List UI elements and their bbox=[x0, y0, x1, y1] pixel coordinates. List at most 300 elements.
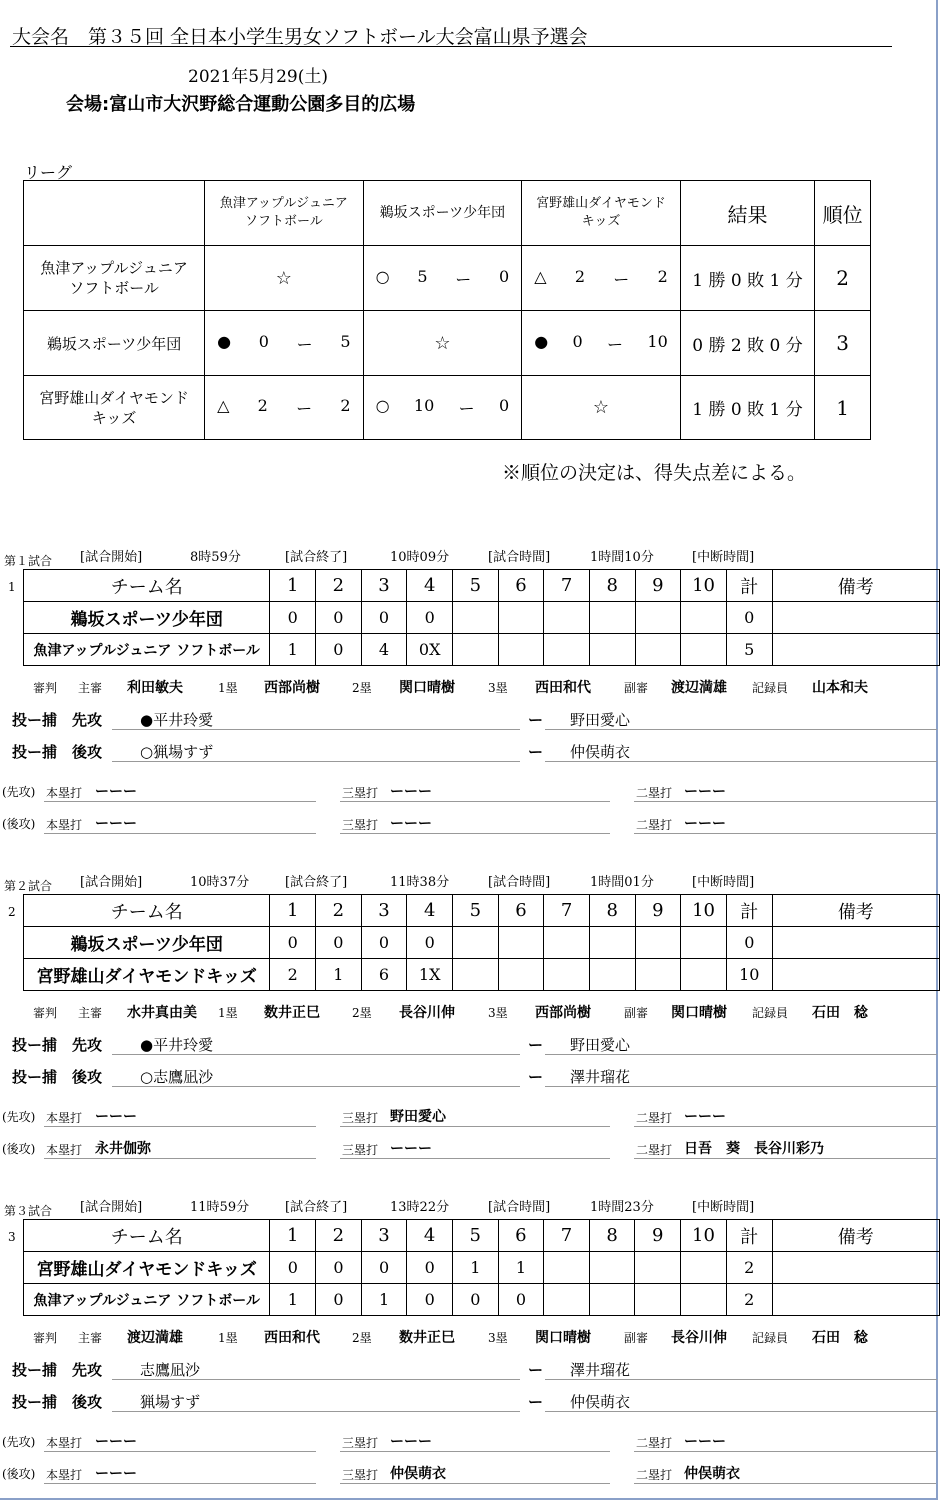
team-score-row bbox=[24, 634, 940, 666]
league-cell-score-b: 10 bbox=[647, 331, 668, 351]
pitcher-name: ○猟場すず bbox=[140, 743, 214, 761]
total-score: 10 bbox=[726, 959, 772, 991]
game-number: 3 bbox=[8, 1230, 16, 1244]
double-underline bbox=[634, 1158, 936, 1159]
inning-score bbox=[681, 634, 727, 666]
hr-underline bbox=[44, 1483, 316, 1484]
triple-label: 三塁打 bbox=[342, 786, 379, 800]
end-time: 11時38分 bbox=[390, 875, 450, 890]
inning-header: 9 bbox=[635, 570, 681, 602]
battery-side: 先攻 bbox=[72, 1036, 103, 1054]
pitcher-name: ●平井玲愛 bbox=[140, 1036, 214, 1054]
doubles bbox=[684, 781, 726, 801]
inning-score: 1 bbox=[452, 1252, 498, 1284]
inning-score: 1 bbox=[270, 634, 316, 666]
home-runs bbox=[95, 1463, 137, 1483]
home-runs bbox=[95, 1106, 137, 1126]
inning-header: 6 bbox=[498, 1220, 544, 1252]
triple-underline bbox=[340, 1451, 610, 1452]
hr-label: 本塁打 bbox=[46, 818, 83, 832]
b1-label: 1塁 bbox=[218, 681, 238, 695]
inning-header: 7 bbox=[544, 1220, 590, 1252]
battery-label: 投ー捕 bbox=[12, 711, 58, 729]
b1-umpire-name: 数井正巳 bbox=[264, 1005, 320, 1021]
sub-label: 副審 bbox=[624, 1006, 649, 1020]
inning-score: 0 bbox=[407, 602, 453, 634]
b2-umpire bbox=[399, 1002, 455, 1022]
b3-umpire-name: 関口晴樹 bbox=[535, 1330, 591, 1346]
hr-underline bbox=[44, 833, 316, 834]
league-col-header bbox=[522, 181, 681, 246]
inning-score bbox=[498, 959, 544, 991]
battery-dash: ー bbox=[528, 743, 544, 761]
triples-value: ーーー bbox=[390, 1434, 432, 1450]
team-name: 宮野雄山ダイヤモンドキッズ bbox=[24, 1252, 270, 1284]
catcher-underline bbox=[545, 729, 937, 730]
chief-umpire-name: 水井真由美 bbox=[127, 1005, 197, 1021]
home-runs-value: 永井伽弥 bbox=[95, 1141, 151, 1157]
remarks-header: 備考 bbox=[772, 895, 939, 927]
duration-time: 1時間10分 bbox=[590, 550, 654, 565]
catcher-underline bbox=[545, 1086, 937, 1087]
league-cell-mark: ● bbox=[534, 331, 549, 351]
team-score-row bbox=[24, 602, 940, 634]
remarks-header: 備考 bbox=[772, 570, 939, 602]
team-score-row bbox=[24, 959, 940, 991]
inning-header: 1 bbox=[270, 895, 316, 927]
doubles-value: ーーー bbox=[684, 1109, 726, 1125]
league-row-team: 魚津アップルジュニア ソフトボール bbox=[24, 246, 205, 311]
league-cell-score-b: 0 bbox=[498, 396, 510, 415]
hits-side-label: (先攻) bbox=[2, 1110, 36, 1124]
b2-label: 2塁 bbox=[352, 1006, 372, 1020]
triple-underline bbox=[340, 1483, 610, 1484]
league-result: 1 勝 0 敗 1 分 bbox=[680, 246, 814, 311]
hr-underline bbox=[44, 1158, 316, 1159]
chief-label: 主審 bbox=[78, 1006, 103, 1020]
remarks-header: 備考 bbox=[772, 1220, 939, 1252]
event-date: 2021年5月29(土) bbox=[188, 67, 328, 87]
title-underline bbox=[10, 46, 892, 47]
catcher-name: 野田愛心 bbox=[570, 711, 631, 729]
league-col-header-text: 鵜坂スポーツ少年団 bbox=[379, 205, 506, 221]
inning-header: 7 bbox=[544, 570, 590, 602]
catcher-name: 澤井瑠花 bbox=[570, 1361, 631, 1379]
b2-umpire-name: 関口晴樹 bbox=[399, 680, 455, 696]
b1-umpire bbox=[264, 677, 320, 697]
home-runs-value: ーーー bbox=[95, 1466, 137, 1482]
inning-score: 0 bbox=[407, 1252, 453, 1284]
triples bbox=[390, 1431, 432, 1451]
inning-score bbox=[589, 927, 635, 959]
triple-underline bbox=[340, 801, 610, 802]
inning-header: 9 bbox=[635, 1220, 681, 1252]
pitcher-name: 志鷹凪沙 bbox=[140, 1361, 201, 1379]
league-row bbox=[24, 311, 871, 376]
triple-underline bbox=[340, 1158, 610, 1159]
interrupt-label: [中断時間] bbox=[692, 875, 755, 890]
hr-label: 本塁打 bbox=[46, 1143, 83, 1157]
double-label: 二塁打 bbox=[636, 1436, 673, 1450]
catcher-underline bbox=[545, 761, 937, 762]
inning-score bbox=[453, 927, 499, 959]
inning-header: 4 bbox=[407, 1220, 453, 1252]
league-cell-mark: △ bbox=[534, 266, 547, 286]
start-label: [試合開始] bbox=[80, 550, 143, 565]
score-table bbox=[23, 1219, 940, 1316]
inning-score bbox=[681, 1284, 727, 1316]
triples bbox=[390, 781, 432, 801]
team-name: 宮野雄山ダイヤモンドキッズ bbox=[24, 959, 270, 991]
hr-underline bbox=[44, 801, 316, 802]
double-label: 二塁打 bbox=[636, 1111, 673, 1125]
inning-header: 1 bbox=[270, 570, 316, 602]
inning-score: 0 bbox=[270, 602, 316, 634]
pitcher-underline bbox=[112, 1379, 520, 1380]
team-name: 魚津アップルジュニア ソフトボール bbox=[24, 1284, 270, 1316]
team-name: 鵜坂スポーツ少年団 bbox=[24, 927, 270, 959]
battery-label: 投ー捕 bbox=[12, 1068, 58, 1086]
inning-score: 0 bbox=[316, 1284, 362, 1316]
triple-underline bbox=[340, 1126, 610, 1127]
league-cell: ○ 5 ー 0 bbox=[363, 246, 522, 311]
home-runs bbox=[95, 1431, 137, 1451]
inning-score: 1 bbox=[270, 1284, 316, 1316]
pitcher-name: 猟場すず bbox=[140, 1393, 201, 1411]
league-cell-mark: ☆ bbox=[434, 332, 451, 354]
b2-label: 2塁 bbox=[352, 681, 372, 695]
battery-label: 投ー捕 bbox=[12, 1393, 58, 1411]
sub-label: 副審 bbox=[624, 681, 649, 695]
team-name: 魚津アップルジュニア ソフトボール bbox=[24, 634, 270, 666]
inning-score: 0 bbox=[316, 927, 362, 959]
inning-header: 8 bbox=[589, 895, 635, 927]
league-cell bbox=[205, 246, 364, 311]
doubles-value: ーーー bbox=[684, 784, 726, 800]
triple-underline bbox=[340, 833, 610, 834]
sub-umpire-name: 長谷川伸 bbox=[671, 1330, 727, 1346]
inning-score: 0 bbox=[361, 1252, 407, 1284]
doubles bbox=[684, 813, 726, 833]
inning-score bbox=[635, 959, 681, 991]
rec-label: 記録員 bbox=[752, 1006, 789, 1020]
game-number: 2 bbox=[8, 905, 16, 919]
inning-header: 3 bbox=[361, 895, 407, 927]
recorder-name: 石田 稔 bbox=[812, 1005, 868, 1021]
inning-header: 2 bbox=[316, 895, 362, 927]
league-cell-mark: ○ bbox=[375, 396, 390, 415]
league-result: 0 勝 2 敗 0 分 bbox=[680, 311, 814, 376]
triples bbox=[390, 1106, 446, 1126]
ump-label: 審判 bbox=[33, 1006, 58, 1020]
league-row bbox=[24, 376, 871, 440]
inning-score bbox=[498, 602, 544, 634]
inning-header: 10 bbox=[681, 895, 727, 927]
inning-score: 1 bbox=[498, 1252, 544, 1284]
league-col-header-text: 魚津アップルジュニア ソフトボール bbox=[219, 196, 348, 229]
end-label: [試合終了] bbox=[285, 550, 348, 565]
inning-header: 6 bbox=[498, 895, 544, 927]
game-label: 第２試合 bbox=[4, 879, 53, 893]
hr-underline bbox=[44, 1126, 316, 1127]
battery-dash: ー bbox=[528, 1393, 544, 1411]
end-label: [試合終了] bbox=[285, 1200, 348, 1215]
inning-score: 0 bbox=[407, 927, 453, 959]
league-cell-score-a: 0 bbox=[572, 331, 583, 351]
recorder-name: 山本和夫 bbox=[812, 680, 868, 696]
doubles bbox=[684, 1431, 726, 1451]
inning-score bbox=[453, 602, 499, 634]
total-header: 計 bbox=[726, 895, 772, 927]
b1-umpire bbox=[264, 1327, 320, 1347]
b3-label: 3塁 bbox=[488, 1331, 508, 1345]
league-cell bbox=[363, 311, 522, 376]
total-score: 0 bbox=[726, 602, 772, 634]
b2-umpire-name: 長谷川伸 bbox=[399, 1005, 455, 1021]
battery-side: 後攻 bbox=[72, 1068, 103, 1086]
b1-label: 1塁 bbox=[218, 1006, 238, 1020]
league-cell-mark: ☆ bbox=[275, 267, 292, 289]
league-cell-mark: ☆ bbox=[592, 397, 610, 418]
recorder bbox=[812, 1002, 868, 1022]
league-col-header bbox=[363, 181, 522, 246]
sub-umpire bbox=[671, 1327, 727, 1347]
start-time: 11時59分 bbox=[190, 1200, 250, 1215]
home-runs-value: ーーー bbox=[95, 816, 137, 832]
duration-label: [試合時間] bbox=[488, 875, 551, 890]
b1-umpire-name: 西田和代 bbox=[264, 1330, 320, 1346]
inning-score bbox=[544, 1284, 590, 1316]
team-score-row bbox=[24, 1252, 940, 1284]
hr-label: 本塁打 bbox=[46, 1436, 83, 1450]
league-row-team: 宮野雄山ダイヤモンド キッズ bbox=[24, 376, 205, 440]
league-cell: △ 2 ー 2 bbox=[205, 376, 364, 440]
doubles-value: ーーー bbox=[684, 816, 726, 832]
catcher-name: 澤井瑠花 bbox=[570, 1068, 631, 1086]
b1-umpire-name: 西部尚樹 bbox=[264, 680, 320, 696]
home-runs bbox=[95, 1138, 151, 1158]
sub-umpire bbox=[671, 677, 727, 697]
remarks-cell bbox=[772, 634, 939, 666]
interrupt-label: [中断時間] bbox=[692, 550, 755, 565]
inning-header: 6 bbox=[498, 570, 544, 602]
triples-value: ーーー bbox=[390, 1141, 432, 1157]
rec-label: 記録員 bbox=[752, 1331, 789, 1345]
inning-score bbox=[544, 602, 590, 634]
battery-label: 投ー捕 bbox=[12, 743, 58, 761]
battery-dash: ー bbox=[528, 1036, 544, 1054]
league-col-header bbox=[205, 181, 364, 246]
pitcher-underline bbox=[112, 729, 520, 730]
inning-score bbox=[589, 1284, 635, 1316]
inning-header: 8 bbox=[589, 570, 635, 602]
triples bbox=[390, 1138, 432, 1158]
inning-score: 0 bbox=[316, 1252, 362, 1284]
battery-label: 投ー捕 bbox=[12, 1361, 58, 1379]
league-row bbox=[24, 246, 871, 311]
double-underline bbox=[634, 801, 936, 802]
triple-label: 三塁打 bbox=[342, 1436, 379, 1450]
score-header-row bbox=[24, 570, 940, 602]
hr-label: 本塁打 bbox=[46, 1468, 83, 1482]
triple-label: 三塁打 bbox=[342, 818, 379, 832]
remarks-cell bbox=[772, 602, 939, 634]
inning-score: 0 bbox=[452, 1284, 498, 1316]
league-cell-score-a: 0 bbox=[258, 331, 269, 351]
end-time: 10時09分 bbox=[390, 550, 450, 565]
inning-header: 5 bbox=[452, 1220, 498, 1252]
league-cell-score-b: 2 bbox=[340, 396, 351, 415]
inning-score: 0 bbox=[270, 927, 316, 959]
team-header: チーム名 bbox=[24, 1220, 270, 1252]
b1-umpire bbox=[264, 1002, 320, 1022]
score-table bbox=[23, 569, 940, 666]
home-runs-value: ーーー bbox=[95, 1109, 137, 1125]
battery-side: 先攻 bbox=[72, 711, 103, 729]
recorder-name: 石田 稔 bbox=[812, 1330, 868, 1346]
league-cell bbox=[522, 376, 681, 440]
double-underline bbox=[634, 1451, 936, 1452]
total-score: 2 bbox=[726, 1284, 772, 1316]
team-header: チーム名 bbox=[24, 895, 270, 927]
b3-umpire bbox=[535, 677, 591, 697]
catcher-underline bbox=[545, 1054, 937, 1055]
sub-label: 副審 bbox=[624, 1331, 649, 1345]
team-score-row bbox=[24, 1284, 940, 1316]
inning-score bbox=[589, 959, 635, 991]
doubles bbox=[684, 1106, 726, 1126]
double-label: 二塁打 bbox=[636, 818, 673, 832]
sub-umpire-name: 渡辺満雄 bbox=[671, 680, 727, 696]
battery-dash: ー bbox=[528, 711, 544, 729]
inning-score: 1X bbox=[407, 959, 453, 991]
catcher-underline bbox=[545, 1411, 937, 1412]
league-cell: ● 0 ー 10 bbox=[522, 311, 681, 376]
inning-score bbox=[544, 927, 590, 959]
battery-dash: ー bbox=[528, 1361, 544, 1379]
league-col-header-rank: 順位 bbox=[815, 181, 871, 246]
inning-header: 10 bbox=[681, 1220, 727, 1252]
b2-label: 2塁 bbox=[352, 1331, 372, 1345]
inning-header: 4 bbox=[407, 570, 453, 602]
inning-score: 2 bbox=[270, 959, 316, 991]
hr-underline bbox=[44, 1451, 316, 1452]
league-cell-score-b: 5 bbox=[340, 331, 351, 351]
total-score: 5 bbox=[726, 634, 772, 666]
catcher-name: 仲俣萌衣 bbox=[570, 1393, 631, 1411]
ump-label: 審判 bbox=[33, 1331, 58, 1345]
league-cell-score-a: 10 bbox=[413, 396, 435, 415]
start-time: 8時59分 bbox=[190, 550, 241, 565]
inning-header: 8 bbox=[589, 1220, 635, 1252]
chief-label: 主審 bbox=[78, 1331, 103, 1345]
inning-score bbox=[498, 634, 544, 666]
pitcher-underline bbox=[112, 761, 520, 762]
game-number: 1 bbox=[8, 580, 16, 594]
inning-score bbox=[635, 602, 681, 634]
inning-header: 1 bbox=[270, 1220, 316, 1252]
inning-score bbox=[681, 927, 727, 959]
inning-header: 4 bbox=[407, 895, 453, 927]
league-result: 1 勝 0 敗 1 分 bbox=[680, 376, 814, 440]
triple-label: 三塁打 bbox=[342, 1468, 379, 1482]
catcher-name: 野田愛心 bbox=[570, 1036, 631, 1054]
league-cell-mark: ● bbox=[217, 331, 232, 351]
inning-score bbox=[635, 927, 681, 959]
inning-score bbox=[681, 1252, 727, 1284]
home-runs bbox=[95, 813, 137, 833]
inning-score bbox=[589, 634, 635, 666]
inning-header: 5 bbox=[453, 895, 499, 927]
team-name: 鵜坂スポーツ少年団 bbox=[24, 602, 270, 634]
league-cell-score-a: 2 bbox=[257, 396, 268, 415]
ranking-note: ※順位の決定は、得失点差による。 bbox=[502, 462, 807, 484]
triples-value: ーーー bbox=[390, 816, 432, 832]
inning-header: 5 bbox=[453, 570, 499, 602]
battery-side: 先攻 bbox=[72, 1361, 103, 1379]
rec-label: 記録員 bbox=[752, 681, 789, 695]
b3-umpire bbox=[535, 1327, 591, 1347]
inning-score bbox=[635, 1284, 681, 1316]
b2-umpire-name: 数井正巳 bbox=[399, 1330, 455, 1346]
remarks-cell bbox=[772, 1284, 939, 1316]
inning-score: 0 bbox=[316, 634, 362, 666]
league-cell: ● 0 ー 5 bbox=[205, 311, 364, 376]
inning-score: 0 bbox=[361, 602, 407, 634]
recorder bbox=[812, 1327, 868, 1347]
remarks-cell bbox=[772, 1252, 939, 1284]
score-header-row bbox=[24, 1220, 940, 1252]
chief-umpire bbox=[127, 677, 183, 697]
team-score-row bbox=[24, 927, 940, 959]
b1-label: 1塁 bbox=[218, 1331, 238, 1345]
start-label: [試合開始] bbox=[80, 1200, 143, 1215]
start-time: 10時37分 bbox=[190, 875, 250, 890]
inning-score bbox=[498, 927, 544, 959]
inning-score bbox=[589, 602, 635, 634]
pitcher-underline bbox=[112, 1054, 520, 1055]
chief-umpire-name: 利田敏夫 bbox=[127, 680, 183, 696]
hits-side-label: (後攻) bbox=[2, 817, 36, 831]
start-label: [試合開始] bbox=[80, 875, 143, 890]
b2-umpire bbox=[399, 677, 455, 697]
catcher-underline bbox=[545, 1379, 937, 1380]
inning-header: 2 bbox=[316, 1220, 362, 1252]
score-header-row bbox=[24, 895, 940, 927]
inning-score: 0 bbox=[361, 927, 407, 959]
league-cell-score-b: 0 bbox=[498, 266, 510, 286]
triple-label: 三塁打 bbox=[342, 1111, 379, 1125]
inning-score bbox=[589, 1252, 635, 1284]
battery-side: 後攻 bbox=[72, 743, 103, 761]
league-cell-score-a: 5 bbox=[417, 266, 428, 286]
sub-umpire-name: 関口晴樹 bbox=[671, 1005, 727, 1021]
inning-score bbox=[635, 1252, 681, 1284]
doubles-value: 日吾 葵 長谷川彩乃 bbox=[684, 1141, 824, 1157]
league-rank: 3 bbox=[815, 311, 871, 376]
team-header: チーム名 bbox=[24, 570, 270, 602]
duration-time: 1時間01分 bbox=[590, 875, 654, 890]
inning-score: 0 bbox=[498, 1284, 544, 1316]
inning-header: 7 bbox=[544, 895, 590, 927]
hits-side-label: (後攻) bbox=[2, 1142, 36, 1156]
remarks-cell bbox=[772, 927, 939, 959]
b3-umpire-name: 西田和代 bbox=[535, 680, 591, 696]
duration-label: [試合時間] bbox=[488, 1200, 551, 1215]
b3-umpire bbox=[535, 1002, 591, 1022]
total-header: 計 bbox=[726, 570, 772, 602]
chief-label: 主審 bbox=[78, 681, 103, 695]
